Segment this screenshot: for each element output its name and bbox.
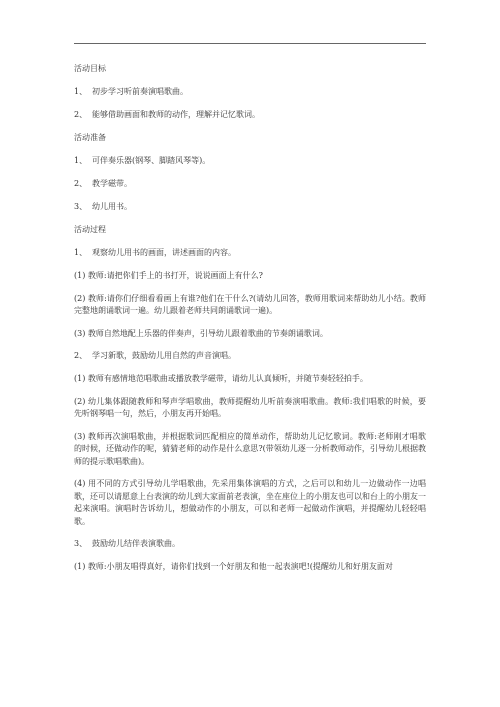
process-step-1 [74, 247, 426, 259]
prep-item-text: 教学磁带。 [92, 179, 132, 188]
process-paragraph: (1) 教师有感情地范唱歌曲或播放教学磁带，请幼儿认真倾听，并随节奏轻轻拍手。 [74, 374, 368, 383]
process-step-2 [74, 350, 426, 362]
process-paragraph: (2) 教师:请你们仔细看看画上有谁?他们在干什么?(请幼儿回答，教师用歌词来帮助幼儿小结。教师完整地朗诵歌词一遍。幼儿跟着老师共同朗诵歌词一遍)。 [74, 293, 426, 315]
goal-item-number: 2、 [74, 110, 88, 119]
process-paragraph: (1) 教师:小朋友唱得真好，请你们找到一个好朋友和他一起表演吧!(提醒幼儿和好朋友面对 [74, 562, 393, 571]
process-step-number: 1、 [74, 248, 88, 257]
process-paragraph: (3) 教师自然地配上乐器的伴奏声，引导幼儿跟着歌曲的节奏朗诵歌词。 [74, 328, 328, 338]
process-step-number: 3、 [74, 539, 88, 548]
prep-item-3 [74, 201, 426, 213]
process-step-3 [74, 538, 426, 550]
prep-item-number: 1、 [74, 156, 88, 165]
process-paragraph: (1) 教师:请把你们手上的书打开，说说画面上有什么? [74, 271, 263, 280]
section-heading-prep: 活动准备 [74, 133, 106, 142]
prep-item-text: 幼儿用书。 [92, 202, 132, 211]
document-body [74, 63, 426, 584]
goal-item-number: 1、 [74, 87, 88, 96]
process-step-number: 2、 [74, 351, 88, 360]
process-paragraph: (3) 教师再次演唱歌曲，并根据歌词匹配相应的简单动作，帮助幼儿记忆歌词。教师:老师刚才唱歌的时候，还做动作的呢，猜猜老师的动作是什么意思?(带领幼儿逐一分析教师动作，引导幼儿根据教师的提示歌唱歌曲)。 [74, 431, 426, 466]
process-step-text: 学习新歌，鼓励幼儿用自然的声音演唱。 [92, 351, 236, 360]
prep-item-text: 可伴奏乐器(钢琴、脚踏风琴等)。 [92, 156, 211, 165]
process-step-text: 观察幼儿用书的画面，讲述画面的内容。 [92, 248, 236, 257]
section-heading-goals: 活动目标 [74, 64, 106, 73]
process-paragraph: (4) 用不同的方式引导幼儿学唱歌曲，先采用集体演唱的方式，之后可以和幼儿一边做动作一边唱歌，还可以请愿意上台表演的幼儿到大家面前老表演，坐在座位上的小朋友也可以和台上的小朋友一起来演唱。演唱时告诉幼儿，想做动作的小朋友，可以和老师一起做动作演唱，并提醒幼儿轻轻唱歌。 [74, 479, 426, 526]
process-step-text: 鼓励幼儿结伴表演歌曲。 [92, 539, 180, 548]
section-heading-process: 活动过程 [74, 225, 106, 234]
goal-item-1 [74, 86, 426, 98]
prep-item-2 [74, 178, 426, 190]
process-paragraph: (2) 幼儿集体跟随教师和琴声学唱歌曲，教师提醒幼儿听前奏演唱歌曲。教师:我们唱歌的时候，要先听钢琴唱一句，然后，小朋友再开始唱。 [74, 396, 426, 418]
goal-item-text: 能够借助画面和教师的动作，理解并记忆歌词。 [92, 110, 260, 119]
goal-item-text: 初步学习听前奏演唱歌曲。 [92, 87, 188, 96]
prep-item-number: 2、 [74, 179, 88, 188]
goal-item-2 [74, 109, 426, 121]
prep-item-number: 3、 [74, 202, 88, 211]
prep-item-1 [74, 155, 426, 167]
header-rule [74, 43, 426, 44]
